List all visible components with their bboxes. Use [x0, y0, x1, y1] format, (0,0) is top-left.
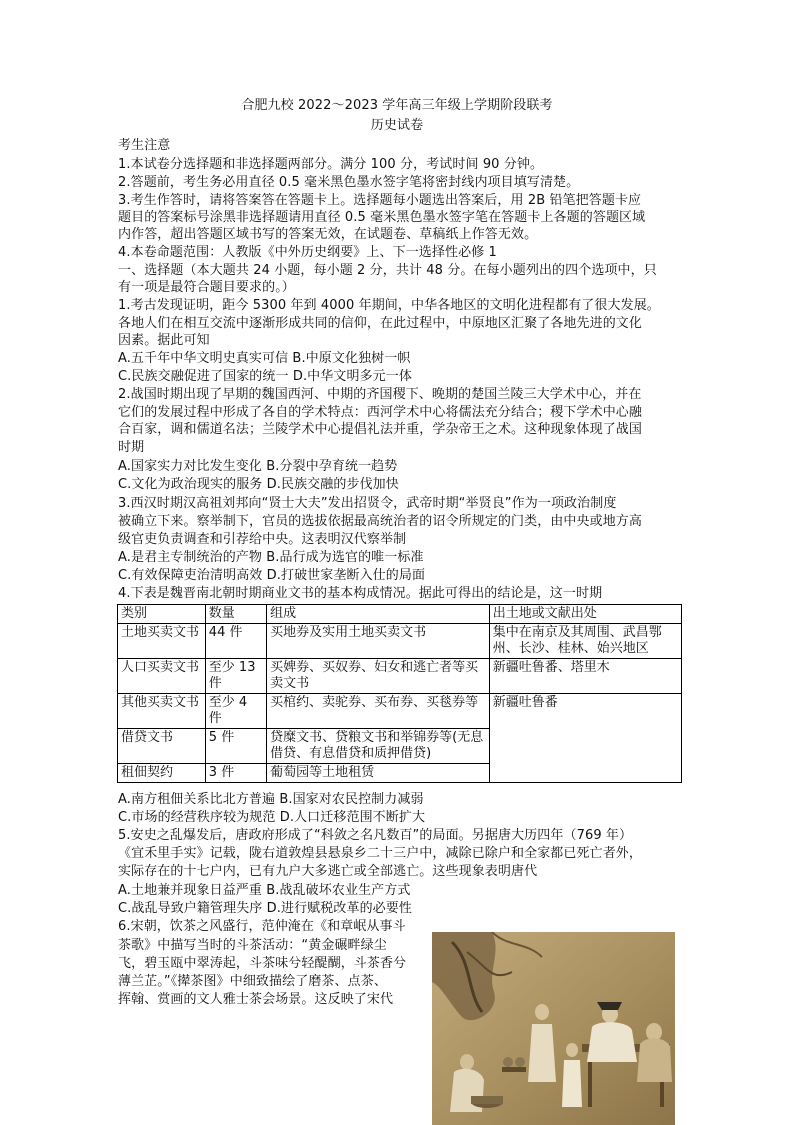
table-row [118, 624, 682, 659]
notice-heading: 考生注意 [118, 138, 171, 153]
question-5-line: 实际存在的十七户内，已有九户大多逃亡或全部逃亡。这些现象表明唐代 [118, 864, 538, 879]
table-cell: 买地券及实用土地买卖文书 [267, 624, 490, 659]
question-6-line: 挥翰、赏画的文人雅士茶会场景。这反映了宋代 [118, 992, 394, 1007]
notice-line: 3.考生作答时，请将答案答在答题卡上。选择题每小题选出答案后，用 2B 铅笔把答题卡应 [118, 193, 642, 208]
commerce-document-table [117, 604, 682, 783]
question-3-line: 3.西汉时期汉高祖刘邦向“贤士大夫”发出招贤令，武帝时期“举贤良”作为一项政治制度 [118, 496, 617, 511]
table-header-cell: 出土地或文献出处 [489, 605, 681, 624]
question-2-line: 2.战国时期出现了早期的魏国西河、中期的齐国稷下、晚期的楚国兰陵三大学术中心，并在 [118, 387, 642, 402]
question-3-option: C.有效保障吏治清明高效 D.打破世家垄断入仕的局面 [118, 568, 426, 583]
table-cell: 租佃契约 [118, 764, 206, 783]
question-6-line: 飞，碧玉瓯中翠涛起，斗茶味兮轻醍醐，斗茶香兮 [118, 956, 407, 971]
question-2-line: 它们的发展过程中形成了各自的学术特点：西河学术中心将儒法充分结合；稷下学术中心融 [118, 405, 643, 420]
table-cell: 人口买卖文书 [118, 659, 206, 694]
question-1-line: 因素。据此可知 [118, 333, 210, 348]
table-cell: 至少 4 件 [205, 694, 266, 729]
question-6-line: 茶歌》中描写当时的斗茶活动：“黄金碾畔绿尘 [118, 938, 387, 953]
question-4-stem: 4.下表是魏晋南北朝时期商业文书的基本构成情况。据此可得出的结论是，这一时期 [118, 586, 603, 601]
table-cell: 新疆吐鲁番 [489, 694, 681, 783]
table-header-row [118, 605, 682, 624]
question-3-option: A.是君主专制统治的产物 B.品行成为选官的唯一标准 [118, 550, 424, 565]
table-cell: 5 件 [205, 729, 266, 764]
exam-subtitle: 历史试卷 [370, 118, 424, 133]
tea-painting-image [432, 932, 675, 1125]
section-heading: 有一项是最符合题目要求的。） [118, 280, 295, 295]
question-6-line: 6.宋朝，饮茶之风盛行，范仲淹在《和章岷从事斗 [118, 919, 406, 934]
table-cell: 葡萄园等土地租赁 [267, 764, 490, 783]
notice-line: 内作答，超出答题区域书写的答案无效，在试题卷、草稿纸上作答无效。 [118, 227, 538, 242]
question-5-option: A.土地兼并现象日益严重 B.战乱破坏农业生产方式 [118, 883, 411, 898]
question-1-line: 各地人们在相互交流中逐渐形成共同的信仰，在此过程中，中原地区汇聚了各地先进的文化 [118, 316, 643, 331]
table-cell: 其他买卖文书 [118, 694, 206, 729]
question-1-option: A.五千年中华文明史真实可信 B.中原文化独树一帜 [118, 351, 411, 366]
question-5-line: 《宜禾里手实》记载，陇右道敦煌县悬泉乡二十三户中，减除已除户和全家都已死亡者外， [118, 846, 643, 861]
table-row [118, 694, 682, 729]
question-4-option: C.市场的经营秩序较为规范 D.人口迁移范围不断扩大 [118, 810, 426, 825]
table-cell: 3 件 [205, 764, 266, 783]
question-5-line: 5.安史之乱爆发后，唐政府形成了“科敛之名凡数百”的局面。另据唐大历四年（769 年） [118, 828, 633, 843]
table-row [118, 659, 682, 694]
question-3-line: 被确立下来。察举制下，官员的选拔依据最高统治者的诏令所规定的门类，由中央或地方高 [118, 514, 643, 529]
table-header-cell: 类别 [118, 605, 206, 624]
notice-line: 2.答题前，考生务必用直径 0.5 毫米黑色墨水签字笔将密封线内项目填写清楚。 [118, 175, 580, 190]
table-header-cell: 数量 [205, 605, 266, 624]
table-header-cell: 组成 [267, 605, 490, 624]
table-cell: 土地买卖文书 [118, 624, 206, 659]
table-cell: 至少 13 件 [205, 659, 266, 694]
question-2-line: 合百家，调和儒道名法；兰陵学术中心提倡礼法并重，学杂帝王之术。这种现象体现了战国 [118, 422, 643, 437]
question-2-line: 时期 [118, 440, 145, 455]
table-cell: 买婢券、买奴券、妇女和逃亡者等买卖文书 [267, 659, 490, 694]
table-cell: 贷糜文书、贷粮文书和举锦券等(无息借贷、有息借贷和质押借贷) [267, 729, 490, 764]
question-5-option: C.战乱导致户籍管理失序 D.进行赋税改革的必要性 [118, 901, 412, 916]
table-cell: 买棺约、卖驼券、买布券、买毯券等 [267, 694, 490, 729]
section-heading: 一、选择题（本大题共 24 小题，每小题 2 分，共计 48 分。在每小题列出的四个选项中，只 [118, 263, 657, 278]
question-6-line: 薄兰芷。”《撵茶图》中细致描绘了磨茶、点茶、 [118, 974, 387, 989]
notice-line: 1.本试卷分选择题和非选择题两部分。满分 100 分，考试时间 90 分钟。 [118, 157, 544, 172]
table-cell: 44 件 [205, 624, 266, 659]
question-1-line: 1.考古发现证明，距今 5300 年到 4000 年期间，中华各地区的文明化进程都有了很大发展。 [118, 298, 660, 313]
question-3-line: 级官吏负责调查和引荐给中央。这表明汉代察举制 [118, 532, 407, 547]
question-1-option: C.民族交融促进了国家的统一 D.中华文明多元一体 [118, 369, 412, 384]
table-cell: 借贷文书 [118, 729, 206, 764]
question-4-option: A.南方租佃关系比北方普遍 B.国家对农民控制力减弱 [118, 792, 424, 807]
table-cell: 新疆吐鲁番、塔里木 [489, 659, 681, 694]
question-2-option: C.文化为政治现实的服务 D.民族交融的步伐加快 [118, 477, 399, 492]
table-cell: 集中在南京及其周围、武昌鄂州、长沙、桂林、始兴地区 [489, 624, 681, 659]
question-2-option: A.国家实力对比发生变化 B.分裂中孕育统一趋势 [118, 459, 398, 474]
notice-line: 题目的答案标号涂黑非选择题请用直径 0.5 毫米黑色墨水签字笔在答题卡上各题的答题区域 [118, 210, 646, 225]
notice-line: 4.本卷命题范围：人教版《中外历史纲要》上、下一选择性必修 1 [118, 245, 497, 260]
exam-title: 合肥九校 2022～2023 学年高三年级上学期阶段联考 [241, 98, 553, 113]
